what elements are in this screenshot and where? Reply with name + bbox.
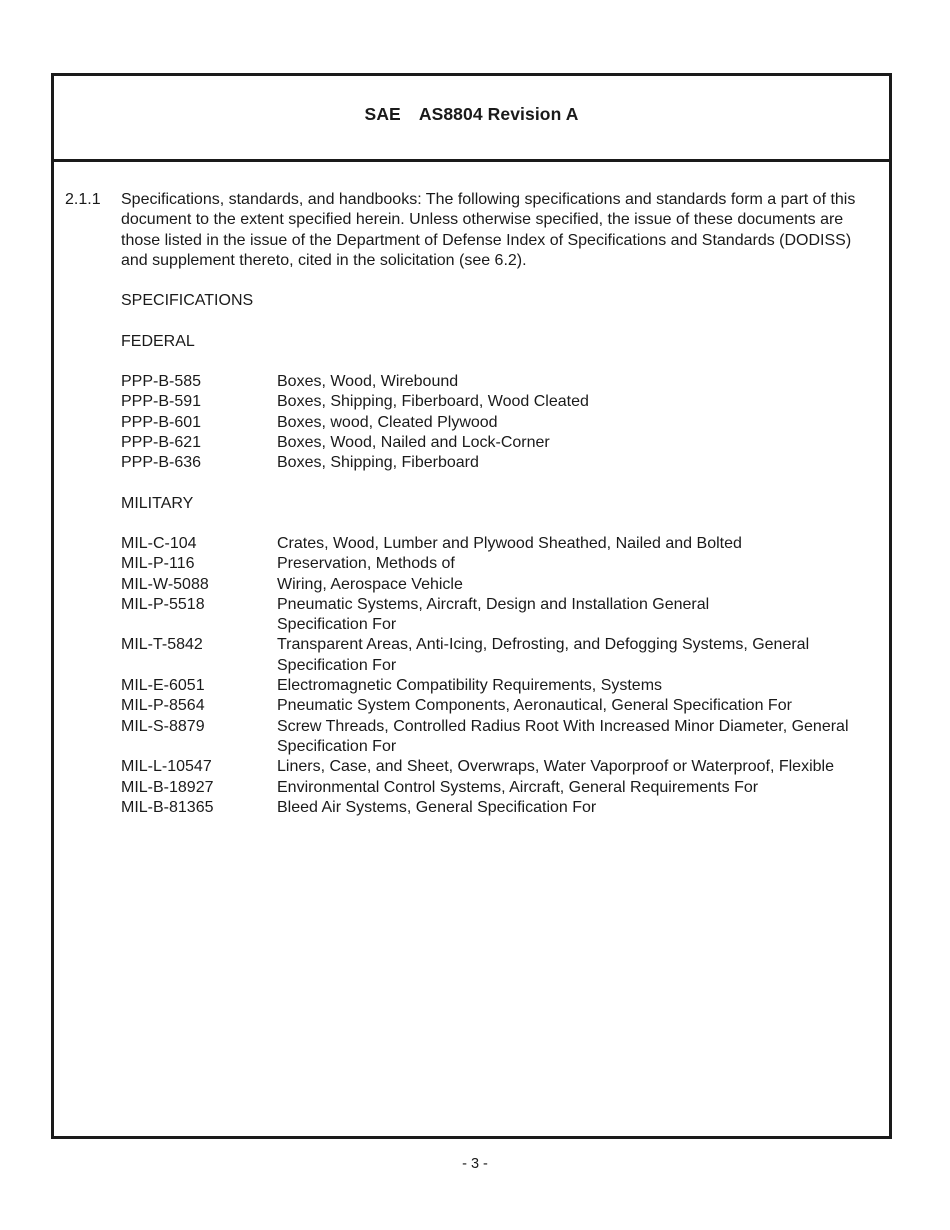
spec-row [121,757,866,777]
spec-id: PPP-B-621 [121,433,202,451]
spec-row [121,534,866,554]
spec-row [121,554,866,574]
spec-title: Boxes, Shipping, Fiberboard, Wood Cleated [277,393,589,411]
military-spec-list [121,534,866,818]
spec-row [121,696,866,716]
spec-id: MIL-P-5518 [121,595,205,613]
spec-title: Boxes, Wood, Wirebound [277,373,459,390]
spec-id: MIL-B-18927 [121,778,214,796]
spec-row [121,372,866,392]
spec-title: Bleed Air Systems, General Specification For [277,798,597,816]
spec-row [121,676,866,696]
spec-id: MIL-W-5088 [121,575,209,593]
spec-id: MIL-S-8879 [121,717,205,735]
spec-id: MIL-P-116 [121,555,195,573]
federal-spec-list [121,372,866,473]
spec-id: MIL-P-8564 [121,697,205,715]
spec-row [121,433,866,453]
spec-title: Wiring, Aerospace Vehicle [277,575,463,593]
spec-id: MIL-L-10547 [121,758,212,776]
document-title [54,104,889,125]
spec-title: Pneumatic Systems, Aircraft, Design and Installation General Specification For [277,595,710,634]
spec-id: PPP-B-585 [121,373,202,390]
spec-id: MIL-C-104 [121,535,197,552]
spec-row [121,575,866,595]
spec-row [121,798,866,818]
spec-id: MIL-T-5842 [121,636,203,654]
spec-title: Boxes, Shipping, Fiberboard [277,454,479,472]
spec-title: Boxes, Wood, Nailed and Lock-Corner [277,433,550,451]
spec-title: Transparent Areas, Anti-Icing, Defrosting, and Defogging Systems, General Specification For [277,636,810,674]
spec-id: MIL-B-81365 [121,798,214,816]
header-band [54,76,889,162]
spec-title: Crates, Wood, Lumber and Plywood Sheathed, Nailed and Bolted [277,535,742,552]
spec-title: Pneumatic System Components, Aeronautical, General Specification For [277,697,792,715]
spec-row [121,778,866,798]
spec-row [121,413,866,433]
spec-row [121,635,866,676]
spec-id: PPP-B-636 [121,454,202,472]
military-heading: MILITARY [121,495,194,512]
spec-id: MIL-E-6051 [121,677,205,695]
spec-id: PPP-B-601 [121,413,202,431]
spec-title: Environmental Control Systems, Aircraft, General Requirements For [277,778,759,796]
spec-title: Boxes, wood, Cleated Plywood [277,413,498,431]
specifications-heading: SPECIFICATIONS [121,292,254,309]
federal-heading: FEDERAL [121,333,195,350]
spec-title: Electromagnetic Compatibility Requirements, Systems [277,677,663,695]
spec-title: Liners, Case, and Sheet, Overwraps, Water Vaporproof or Waterproof, Flexible [277,758,834,776]
org-name: SAE [364,104,401,124]
spec-id: PPP-B-591 [121,393,202,411]
spec-title: Screw Threads, Controlled Radius Root With Increased Minor Diameter, General Specification For [277,717,849,755]
document-id: AS8804 Revision A [418,104,579,124]
spec-title: Preservation, Methods of [277,555,455,573]
page-number: - 3 - [462,1156,488,1172]
spec-row [121,453,866,473]
spec-row [121,392,866,412]
spec-row [121,595,866,636]
section-paragraph: Specifications, standards, and handbooks: The following specifications and standards form a part of this document to the extent specified herein. Unless otherwise specified, the issue of these documents are those listed in the issue of the Department of Defense Index of Specifications and Standards (DODISS) and supplement thereto, cited in the solicitation (see 6.2). [121,191,856,269]
spec-row [121,717,866,758]
section-number: 2.1.1 [65,191,101,208]
